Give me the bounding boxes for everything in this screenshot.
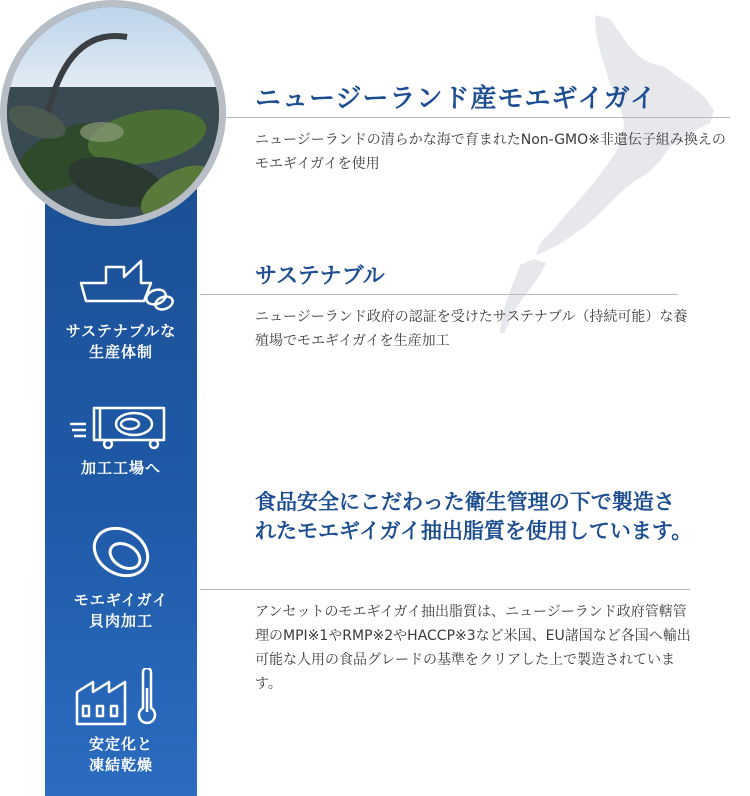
section3-heading: 食品安全にこだわった衛生管理の下で製造されたモエギイガイ抽出脂質を使用しています。 [255, 490, 693, 543]
step-stabilize-freeze-dry [45, 668, 197, 776]
mussel-shell-icon [81, 518, 161, 584]
step-sustainable-production [45, 255, 197, 363]
delivery-truck-icon [66, 402, 176, 452]
step-label: 加工工場へ [80, 459, 161, 477]
step-label: モエギイガイ 貝肉加工 [73, 591, 169, 630]
factory-thermometer-icon [71, 668, 171, 728]
section1-body: ニュージーランドの清らかな海で育まれたNon-GMO※非遺伝子組み換えのモエギイガイを使用 [255, 132, 726, 172]
step-to-factory [45, 402, 197, 479]
fishing-boat-icon [66, 255, 176, 315]
section1-heading: ニュージーランド産モエギイガイ [255, 84, 657, 114]
section2-heading: サステナブル [255, 264, 385, 289]
section2-divider [200, 294, 678, 295]
section3-divider [200, 589, 690, 590]
mussel-photo [0, 0, 226, 226]
section3-body: アンセットのモエギイガイ抽出脂質は、ニュージーランド政府管轄管理のMPI※1やRMP※2やHACCP※3など米国、EU諸国など各国へ輸出可能な人用の食品グレードの基準をクリアした上で製造されています。 [255, 604, 691, 692]
section2-body: ニュージーランド政府の認証を受けたサステナブル（持続可能）な養殖場でモエギイガイを生産加工 [255, 309, 688, 349]
step-mussel-processing [45, 518, 197, 632]
step-label: サステナブルな 生産体制 [65, 322, 177, 361]
section1-divider [222, 117, 730, 118]
step-label: 安定化と 凍結乾燥 [88, 735, 153, 774]
